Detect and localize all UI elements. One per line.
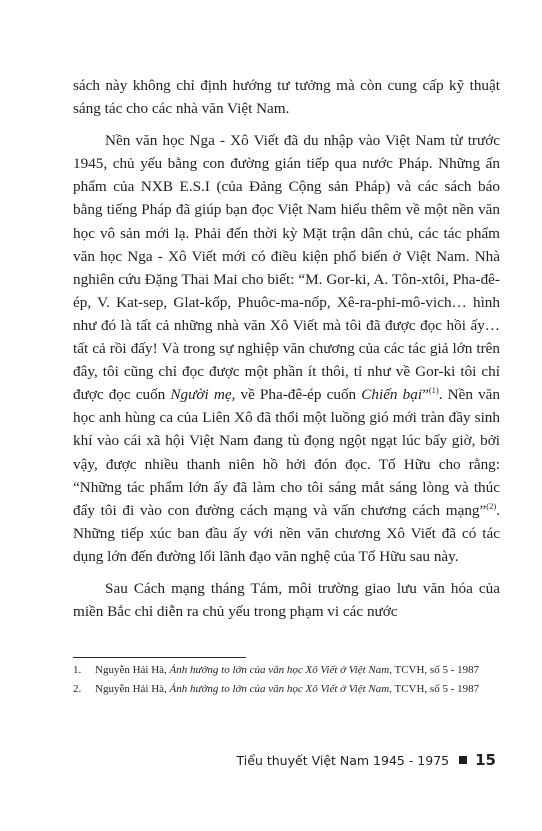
footnotes — [73, 662, 500, 700]
footnote-title: Ảnh hưởng to lớn của văn học Xô Viết ở Việt Nam — [169, 664, 390, 676]
page-number: 15 — [475, 751, 496, 769]
paragraph-2-text-b: , về Pha-đê-ép cuốn — [231, 386, 362, 404]
paragraph-2-text-d: . Nền văn học anh hùng ca của Liên Xô đã thổi một luồng gió mới tràn đầy sinh khí vào cái xã hội Việt Nam đang tù đọng ngột ngạt lúc bấy giờ, bởi vậy, được nhiều thanh niên hồ hởi đón đọc. Tố Hữu cho rằng: “Những tác phẩm lớn ấy đã làm cho tôi sáng mắt sáng lòng và thúc đẩy tôi đi vào con đường cách mạng và vấn chương cách mạng” — [73, 386, 500, 519]
paragraph-2-text-c: ” — [422, 386, 429, 404]
footnote-number: 2. — [73, 683, 82, 695]
paragraph-3: Sau Cách mạng tháng Tám, môi trường giao lưu văn hóa của miền Bắc chỉ diễn ra chủ yếu trong phạm vi các nước — [73, 579, 500, 621]
body-text — [73, 74, 500, 632]
square-bullet-icon — [459, 756, 467, 764]
footnote-text — [95, 662, 500, 678]
footnote-author: Nguyễn Hải Hà, — [95, 683, 170, 695]
paragraph-2-text-a: Nền văn học Nga - Xô Viết đã du nhập vào Việt Nam từ trước 1945, chủ yếu bằng con đường gián tiếp qua nước Pháp. Những ấn phẩm của NXB E.S.I (của Đảng Cộng sản Pháp) và các sách báo bằng tiếng Pháp đã giúp bạn đọc Việt Nam hiểu thêm về một nền văn học vô sản mới lạ. Phải đến thời kỳ Mặt trận dân chủ, các tác phẩm văn học Nga - Xô Viết mới có điều kiện phổ biến ở Việt Nam. Nhà nghiên cứu Đặng Thai Mai cho biết: “M. Gor-ki, A. Tôn-xtôi, Pha-đê-ép, V. Kat-sep, Glat-kốp, Phuôc-ma-nốp, Xê-ra-phi-mô-vich… hình như đó là tất cả những nhà văn Xô Viết mà tôi đã được đọc hồi ấy… tất cả rồi đấy! Và trong sự nghiệp văn chương của các tác giả lớn trên đây, tôi cũng chỉ đọc được một phần ít thôi, tỉ như về Gor-ki tôi chỉ được đọc cuốn — [73, 132, 500, 404]
footnote-source: , TCVH, số 5 - 1987 — [389, 664, 480, 676]
paragraph-2-text-e: . Những tiếp xúc ban đầu ấy với nền văn chương Xô Viết đã có tác dụng lớn đến đường lối lãnh đạo văn nghệ của Tố Hữu sau này. — [73, 501, 500, 565]
footnote-title: Ảnh hưởng to lớn của văn học Xô Viết ở Việt Nam — [169, 683, 390, 695]
footnote-author: Nguyễn Hải Hà, — [95, 664, 170, 676]
footnote-ref-2: (2) — [486, 500, 497, 511]
paragraph-2 — [73, 129, 500, 568]
page-footer — [237, 751, 496, 769]
paragraph-1: sách này không chỉ định hướng tư tưởng mà còn cung cấp kỹ thuật sáng tác cho các nhà văn Việt Nam. — [73, 77, 500, 118]
footnote-2 — [73, 681, 500, 697]
running-title: Tiểu thuyết Việt Nam 1945 - 1975 — [236, 752, 450, 768]
book-title-nguoi-me: Người mẹ — [170, 386, 232, 404]
footnote-ref-1: (1) — [428, 385, 439, 396]
footnote-source: , TCVH, số 5 - 1987 — [389, 683, 480, 695]
footnote-number: 1. — [73, 664, 82, 676]
footnote-text — [95, 681, 500, 697]
footnote-divider — [73, 657, 246, 658]
book-title-chien-bai: Chiến bại — [361, 386, 423, 404]
footnote-1 — [73, 662, 500, 678]
